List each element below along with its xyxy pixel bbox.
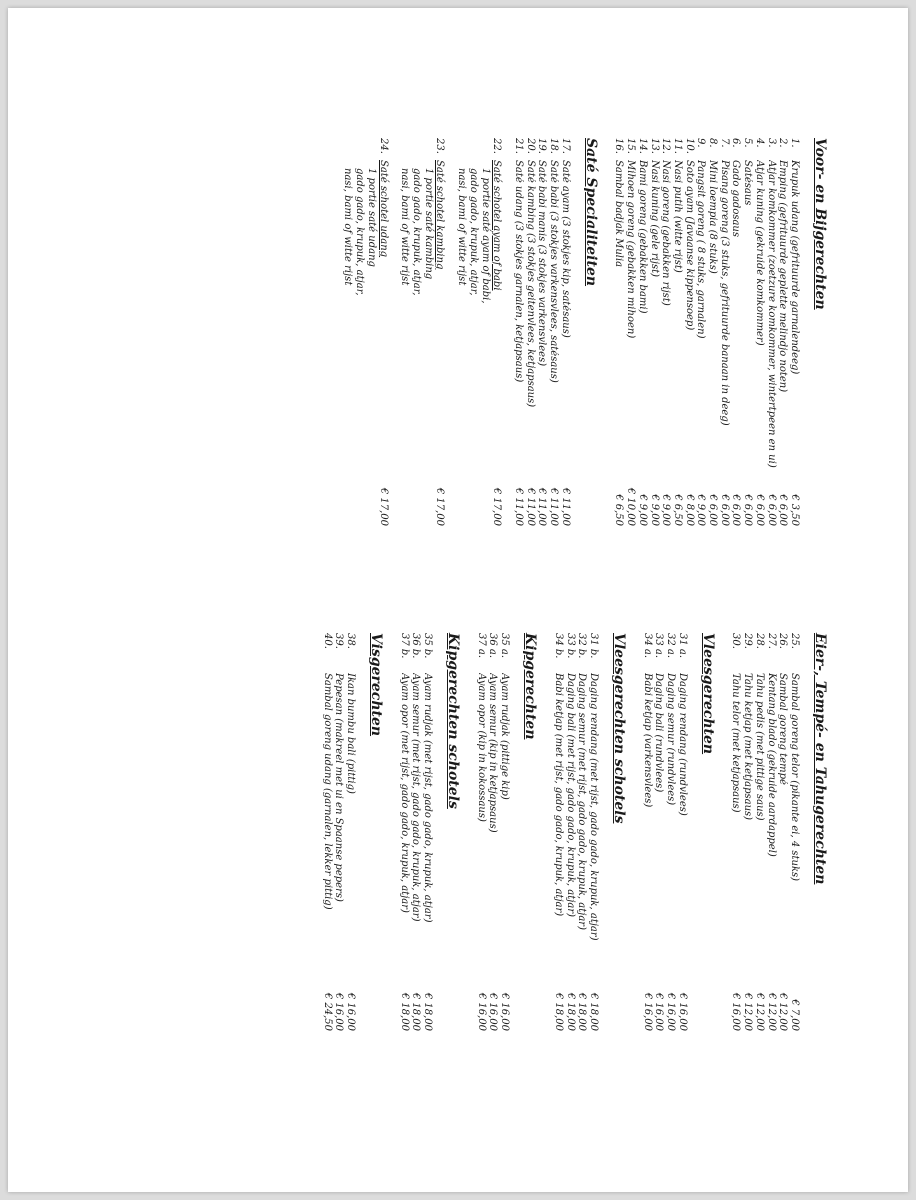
menu-item-name: Daging rendang (met rijst, gado gado, krupuk, atjar) (587, 673, 599, 941)
menu-item-name: Ayam semur (met rijst, gado gado, krupuk, atjar) (410, 673, 422, 922)
menu-item-number: 33 a. (653, 633, 665, 659)
menu-item-name: Satésaus (742, 160, 754, 206)
menu-item-number: 40. (321, 633, 333, 649)
menu-item-number: 16. (613, 138, 625, 154)
menu-item-price: € 12,00 (742, 992, 754, 1031)
menu-item-price: € 6,00 (707, 494, 719, 526)
menu-item-number: 1. (789, 138, 800, 148)
menu-item-number: 38. (344, 633, 356, 649)
menu-item (536, 138, 548, 528)
menu-item-name: Sambal badjak Mulia (613, 160, 625, 268)
menu-item-name: Babi ketjap (varkensvlees) (641, 673, 653, 808)
menu-item-number: 2. (777, 138, 789, 148)
menu-item-price: € 18,00 (587, 992, 599, 1031)
menu-item-name: Saté babi manis (3 stokjes varkensvlees) (536, 160, 548, 367)
menu-sheet (8, 8, 908, 1192)
menu-item (730, 138, 742, 528)
menu-item (788, 633, 800, 1033)
menu-item-price: € 18,00 (422, 992, 434, 1031)
menu-item-number: 14. (636, 138, 648, 154)
menu-item-price: € 16,00 (641, 992, 653, 1031)
menu-item (695, 138, 707, 528)
menu-item-price: € 12,00 (753, 992, 765, 1031)
menu-item-name: Ayam semur (kip in ketjapsaus) (487, 673, 499, 833)
menu-item (613, 138, 625, 528)
section-vleesschotels (552, 633, 599, 1033)
menu-item-number: 37 b. (398, 633, 410, 659)
menu-item (718, 138, 730, 528)
section-sate (512, 138, 571, 528)
menu-item-price: € 11,00 (512, 487, 524, 526)
menu-item (777, 138, 789, 528)
menu-item-number: 19. (536, 138, 548, 154)
combo-description (455, 160, 502, 474)
combo-description (342, 160, 389, 474)
menu-item-number: 27. (765, 633, 777, 649)
section-eier (730, 633, 800, 1033)
menu-item-name: Atjar kuning (gekruide komkommer) (753, 160, 765, 346)
combo-number: 23. (434, 138, 446, 154)
menu-item-name: Nasi kuning (gele rijst) (648, 160, 660, 278)
menu-item-price: € 18,00 (410, 992, 422, 1031)
menu-item-name: Nasi goreng (gebakken rijst) (660, 160, 672, 306)
section-title-vleesschotels: Vleesgerechten schotels (610, 633, 627, 824)
menu-item-price: € 18,00 (576, 992, 588, 1031)
menu-item (741, 138, 753, 528)
combo-item (399, 138, 446, 528)
combo-line: nasi, bami of witte rijst (342, 168, 354, 286)
menu-item-number: 37 a. (475, 633, 487, 659)
menu-item-name: Ayam rudjak (met rijst, gado gado, krupuk, atjar) (422, 673, 434, 923)
menu-item-number: 39. (333, 633, 345, 649)
combo-line: 1 portie saté kambing (422, 168, 434, 280)
menu-item-name: Tahu telor (met ketjapsaus) (730, 673, 742, 813)
menu-item-name: Bami goreng (gebakken bami) (636, 160, 648, 314)
section-kipschotels (398, 633, 433, 1033)
menu-item-number: 9. (695, 138, 707, 148)
menu-item-name: Daging semur (met rijst, gado gado, krupuk, atjar) (576, 673, 588, 930)
menu-item-number: 31 a. (676, 633, 688, 659)
menu-item-price: € 6,00 (730, 494, 742, 526)
menu-item-name: Ayam opor (met rijst, gado gado, krupuk, atjar) (398, 673, 410, 913)
menu-item-number: 33 b. (564, 633, 576, 659)
menu-item-price: € 6,00 (753, 494, 765, 526)
menu-item-name: Soto ayam (Javaanse kippensoep) (683, 160, 695, 331)
section-vlees (641, 633, 688, 1033)
menu-item-name: Sambal goreng udang (garnalen, lekker pittig) (321, 673, 333, 910)
menu-item-name: Saté ayam (3 stokjes kip, satésaus) (559, 160, 571, 338)
menu-item-name: Mihoen goreng (gebakken mihoen) (625, 160, 637, 339)
section-title-eier: Eier-, Tempé- en Tahugerechten (812, 633, 828, 885)
menu-item-number: 4. (753, 138, 765, 148)
menu-item-price: € 11,00 (536, 487, 548, 526)
menu-item (641, 633, 653, 1033)
menu-item-number: 15. (625, 138, 637, 154)
menu-item-number: 17. (559, 138, 571, 154)
combo-line: gado gado, krupuk, atjar, (354, 168, 366, 296)
menu-item (676, 633, 688, 1033)
menu-item-number: 35 a. (499, 633, 511, 659)
menu-item (788, 138, 800, 528)
menu-item (671, 138, 683, 528)
combo-description (399, 160, 446, 474)
menu-item-price: € 7,00 (789, 999, 800, 1031)
menu-item-price: € 8,00 (683, 494, 695, 526)
menu-item-price: € 9,00 (636, 494, 648, 526)
menu-item-price: € 18,00 (398, 992, 410, 1031)
menu-item-name: Pisang goreng (3 stuks, gefrituurde banaan in deeg) (718, 160, 730, 426)
menu-item (706, 138, 718, 528)
menu-item-number: 34 a. (641, 633, 653, 659)
menu-item (410, 633, 422, 1033)
menu-item (559, 138, 571, 528)
combo-line: nasi, bami of witte rijst (399, 168, 411, 286)
menu-item (741, 633, 753, 1033)
menu-item-name: Pepesan (makreel met ui en Spaanse pepers) (333, 673, 345, 902)
menu-item-price: € 12,00 (765, 992, 777, 1031)
menu-item-number: 31 b. (587, 633, 599, 659)
section-title-kip: Kipgerechten (522, 633, 539, 740)
menu-item-price: € 16,00 (344, 992, 356, 1031)
menu-item-number: 28. (753, 633, 765, 649)
combo-item (342, 138, 389, 528)
section-title-sate: Saté Specialiteiten (582, 138, 599, 287)
menu-item-price: € 16,00 (730, 992, 742, 1031)
menu-item-price: € 9,00 (660, 494, 672, 526)
section-title-kipschotels: Kipgerechten schotels (445, 633, 462, 809)
menu-item-price: € 16,00 (475, 992, 487, 1031)
menu-item (552, 633, 564, 1033)
menu-item-name: Saté babi (3 stokjes varkensvlees, satésaus) (548, 160, 560, 383)
menu-item-name: Daging rendang (rundvlees) (676, 673, 688, 816)
menu-item-name: Daging bali (rundvlees) (653, 673, 665, 793)
menu-item-number: 6. (730, 138, 742, 148)
combo-line: gado gado, krupuk, atjar, (467, 168, 479, 296)
combo-title: Saté schotel kambing (434, 160, 446, 270)
menu-item-name: Emping (gefrituurde geplette melindjo noten) (777, 160, 789, 393)
menu-item (547, 138, 559, 528)
menu-item-number: 25. (789, 633, 800, 649)
combo-price: € 17,00 (491, 487, 503, 526)
menu-item (512, 138, 524, 528)
menu-item-price: € 16,00 (487, 992, 499, 1031)
menu-item-number: 35 b. (422, 633, 434, 659)
menu-item (636, 138, 648, 528)
menu-item-name: Ikan bumbu bali (pittig) (344, 673, 356, 794)
menu-item (475, 633, 487, 1033)
menu-item-number: 10. (683, 138, 695, 154)
menu-item-price: € 11,00 (559, 487, 571, 526)
menu-item (683, 138, 695, 528)
menu-item-number: 36 b. (410, 633, 422, 659)
menu-item (421, 633, 433, 1033)
menu-item-number: 30. (730, 633, 742, 649)
menu-item-number: 21. (512, 138, 524, 154)
menu-item-price: € 16,00 (665, 992, 677, 1031)
menu-item-name: Pangsit goreng ( 8 stuks, garnalen) (695, 160, 707, 339)
menu-item-number: 18. (548, 138, 560, 154)
menu-item-number: 7. (718, 138, 730, 148)
combo-price: € 17,00 (377, 487, 389, 526)
menu-item-name: Ayam opor (kip in kokossaus) (475, 673, 487, 822)
menu-item-name: Sambal goreng tempé (777, 673, 789, 785)
combo-item (455, 138, 502, 528)
menu-item-name: Tahu ketjap (met ketjapsaus) (742, 673, 754, 821)
menu-item (398, 633, 410, 1033)
menu-item (564, 633, 576, 1033)
menu-item-number: 8. (707, 138, 719, 148)
menu-column-right (321, 633, 828, 1033)
menu-item-number: 13. (648, 138, 660, 154)
menu-item (321, 633, 333, 1033)
menu-item (344, 633, 356, 1033)
combo-number: 24. (377, 138, 389, 154)
combo-price: € 17,00 (434, 487, 446, 526)
menu-item-name: Ayam rudjak (pittige kip) (499, 673, 511, 800)
menu-item-price: € 16,00 (333, 992, 345, 1031)
section-sate-combos (342, 138, 502, 528)
menu-item-price: € 6,00 (718, 494, 730, 526)
menu-item (660, 138, 672, 528)
menu-item-number: 12. (660, 138, 672, 154)
menu-item-name: Daging bali (met rijst, gado gado, krupuk, atjar) (564, 673, 576, 917)
combo-line: 1 portie saté ayam of babi, (479, 168, 491, 304)
menu-item-name: Saté kambing (3 stokjes geitenvlees, ketjapsaus) (524, 160, 536, 408)
menu-item-price: € 6,50 (613, 494, 625, 526)
menu-item-name: Nasi putih (witte rijst) (671, 160, 683, 273)
menu-item-price: € 18,00 (552, 992, 564, 1031)
menu-item-number: 26. (777, 633, 789, 649)
section-title-voor: Voor- en Bijgerechten (812, 138, 828, 310)
section-title-vis: Visgerechten (367, 633, 384, 737)
menu-item-price: € 3,50 (789, 494, 800, 526)
menu-item-number: 5. (742, 138, 754, 148)
menu-item (753, 138, 765, 528)
menu-item-number: 3. (765, 138, 777, 148)
menu-item (333, 633, 345, 1033)
menu-item-price: € 12,00 (777, 992, 789, 1031)
menu-item-price: € 11,00 (548, 487, 560, 526)
menu-item-price: € 16,00 (499, 992, 511, 1031)
menu-item (648, 138, 660, 528)
section-vis (321, 633, 356, 1033)
menu-item (653, 633, 665, 1033)
menu-item (576, 633, 588, 1033)
menu-item-price: € 16,00 (653, 992, 665, 1031)
menu-item (765, 138, 777, 528)
combo-title: Saté schotel udang (377, 160, 389, 258)
menu-item-name: Gado gadosaus (730, 160, 742, 238)
menu-item-number: 29. (742, 633, 754, 649)
menu-item (765, 633, 777, 1033)
menu-item-number: 32 a. (665, 633, 677, 659)
menu-item (777, 633, 789, 1033)
menu-item-price: € 6,00 (777, 494, 789, 526)
menu-item-number: 32 b. (576, 633, 588, 659)
menu-item-name: Kentang blado (gekruide aardappel) (765, 673, 777, 857)
menu-item-price: € 24,50 (321, 992, 333, 1031)
menu-item (524, 138, 536, 528)
menu-item (487, 633, 499, 1033)
menu-item-name: Krupuk udang (gefrituurde garnalendeeg) (789, 160, 800, 375)
menu-item-price: € 18,00 (564, 992, 576, 1031)
menu-item (730, 633, 742, 1033)
menu-item (753, 633, 765, 1033)
menu-page (128, 138, 828, 1038)
combo-line: nasi, bami of witte rijst (456, 168, 468, 286)
menu-item (498, 633, 510, 1033)
menu-item-name: Tahu pedis (met pittige saus) (753, 673, 765, 821)
menu-item-price: € 6,00 (765, 494, 777, 526)
section-title-vlees: Vleesgerechten (699, 633, 716, 755)
menu-item-price: € 16,00 (676, 992, 688, 1031)
menu-item-price: € 9,00 (648, 494, 660, 526)
combo-number: 22. (491, 138, 503, 154)
menu-item (587, 633, 599, 1033)
menu-item-price: € 6,00 (742, 494, 754, 526)
menu-column-left (342, 138, 828, 528)
menu-item-number: 11. (671, 138, 683, 154)
menu-item-name: Saté udang (3 stokjes garnalen, ketjapsaus) (512, 160, 524, 383)
combo-line: gado gado, krupuk, atjar, (411, 168, 423, 296)
menu-item-name: Mini loempia (8 stuks) (707, 160, 719, 274)
menu-item-number: 20. (524, 138, 536, 154)
menu-item-price: € 6,50 (671, 494, 683, 526)
section-voor (613, 138, 800, 528)
menu-item (624, 138, 636, 528)
combo-line: 1 portie saté udang (365, 168, 377, 267)
combo-title: Saté schotel ayam of babi (491, 160, 503, 291)
menu-item-number: 36 a. (487, 633, 499, 659)
menu-item-name: Atjar komkommer (zoetzure komkommer, wintertpeen en ui) (765, 160, 777, 468)
menu-item (664, 633, 676, 1033)
menu-item-name: Daging semur (rundvlees) (665, 673, 677, 806)
menu-item-name: Babi ketjap (met rijst, gado gado, krupuk, atjar) (552, 673, 564, 917)
menu-item-price: € 9,00 (695, 494, 707, 526)
menu-item-price: € 10,00 (625, 487, 637, 526)
menu-item-name: Sambal goreng telor (pikante ei, 4 stuks) (789, 673, 800, 882)
menu-item-price: € 11,00 (524, 487, 536, 526)
section-kip (475, 633, 510, 1033)
menu-item-number: 34 b. (552, 633, 564, 659)
